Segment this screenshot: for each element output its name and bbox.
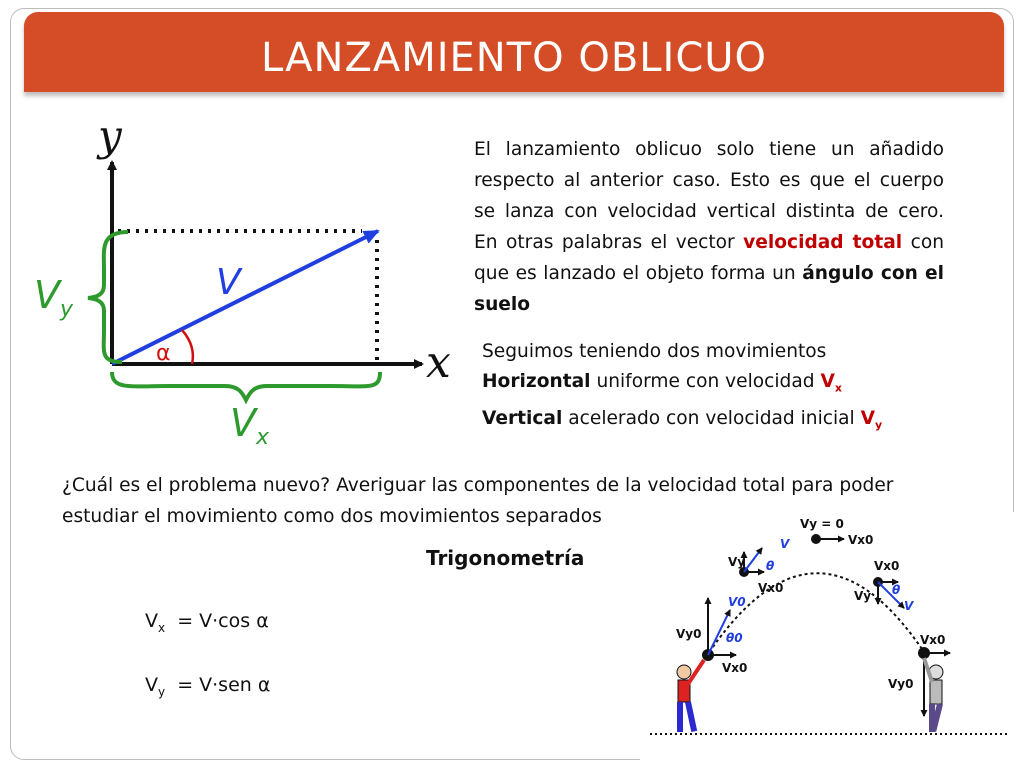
apex-vx-label: Vx0 (848, 533, 874, 547)
start-vx-label: Vx0 (722, 661, 748, 675)
movements-intro: Seguimos teniendo dos movimientos (482, 341, 827, 362)
formula-vy-var: V (145, 674, 158, 696)
intro-highlight: velocidad total (743, 232, 903, 253)
angle-arc (182, 330, 193, 364)
fall-v-label: V (904, 599, 914, 613)
rise-v-label: V (780, 537, 790, 551)
rise-vx-label: Vx0 (758, 581, 784, 595)
vx-brace (112, 372, 380, 400)
horizontal-label: Horizontal (482, 371, 591, 392)
vertical-var: V (860, 407, 876, 429)
trajectory-illustration (640, 512, 1020, 762)
vector-label: V (216, 262, 241, 303)
formula-vx-sub: x (158, 620, 166, 635)
question-paragraph: ¿Cuál es el problema nuevo? Averiguar las componentes de la velocidad total para poder estudiar el movimiento como dos movimientos separados (62, 475, 894, 527)
vector-diagram (0, 100, 470, 460)
formula-vy (145, 674, 270, 699)
fall-theta-label: θ (892, 583, 901, 597)
formula-vy-rest: = V·sen α (165, 674, 271, 696)
y-axis-label: y (98, 111, 122, 160)
fall-vx-label: Vx0 (874, 559, 900, 573)
start-vy-label: Vy0 (676, 627, 702, 641)
fall-vy-label: Vy (854, 589, 872, 603)
vertical-label: Vertical (482, 407, 563, 429)
horizontal-var: V (820, 371, 835, 392)
intro-text-2: con que es lanzado el objeto forma un (474, 232, 944, 284)
velocity-vector-arrow (112, 231, 378, 364)
movements-list (482, 337, 942, 440)
rise-vy-label: Vy (728, 555, 746, 569)
horizontal-sub: x (834, 381, 842, 395)
x-axis-label: x (426, 337, 451, 388)
vy-brace (88, 232, 128, 362)
vertical-desc: acelerado con velocidad inicial (562, 407, 861, 429)
intro-paragraph (474, 134, 944, 320)
formula-vy-sub: y (158, 684, 166, 699)
apex-vy-label: Vy = 0 (800, 517, 844, 531)
start-theta-label: θ0 (726, 631, 743, 645)
intro-text-1: El lanzamiento oblicuo solo tiene un añadido respecto al anterior caso. Esto es que el cuerpo se lanza con velocidad vertical distinta de cero. En otras palabras el vector (474, 139, 944, 253)
vy-label: $V_y$ (34, 273, 74, 322)
end-vx-label: Vx0 (920, 633, 946, 647)
formula-vx-rest: = V·cos α (165, 610, 269, 632)
formula-vx-var: V (145, 610, 158, 632)
start-v-label: V0 (728, 595, 746, 609)
movement-horizontal (482, 367, 942, 404)
intro-bold: ángulo con el suelo (474, 263, 944, 315)
vertical-sub: y (875, 418, 883, 432)
page-title: LANZAMIENTO OBLICUO (260, 35, 768, 81)
movement-vertical (482, 404, 942, 441)
angle-label: α (156, 341, 171, 366)
end-vy-label: Vy0 (888, 677, 914, 691)
rise-theta-label: θ (766, 559, 775, 573)
vx-label: $V_x$ (230, 401, 270, 450)
trigonometry-heading: Trigonometría (426, 546, 585, 570)
horizontal-desc: uniforme con velocidad (590, 371, 821, 392)
title-bar (24, 12, 1004, 92)
formula-vx (145, 610, 269, 635)
